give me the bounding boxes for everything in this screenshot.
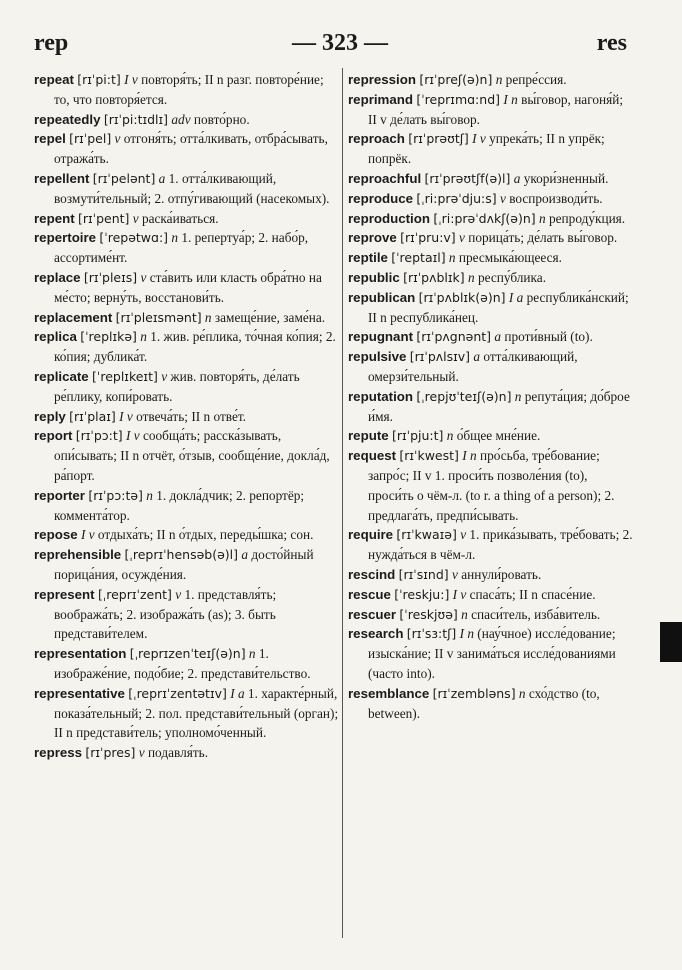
dictionary-entry: [34, 486, 339, 526]
dictionary-entry: [348, 129, 635, 169]
pronunciation: [rɪˈsɪnd]: [398, 566, 449, 582]
headword: repression: [348, 72, 416, 87]
definition: подавля́ть.: [147, 745, 209, 761]
part-of-speech: v: [499, 190, 506, 206]
definition: раска́иваться.: [141, 210, 219, 226]
headword: repute: [348, 428, 389, 444]
part-of-speech: v: [132, 210, 139, 226]
part-of-speech: I v: [119, 408, 133, 424]
dictionary-entry: [348, 624, 635, 683]
dictionary-entry: [348, 228, 635, 248]
headword: repose: [34, 527, 78, 543]
definition: укори́зненный.: [523, 170, 609, 186]
dictionary-entry: [348, 209, 635, 229]
part-of-speech: I v: [125, 428, 140, 444]
headword: repeat: [34, 72, 74, 87]
dictionary-entry: [34, 209, 339, 229]
dictionary-entry: [348, 565, 635, 585]
dictionary-entry: [348, 70, 635, 90]
definition: репре́ссия.: [505, 72, 567, 87]
definition: республика́нский; II n республика́нец.: [368, 289, 629, 325]
part-of-speech: n: [171, 230, 179, 246]
definition: порица́ть; де́лать вы́говор.: [468, 230, 618, 246]
headword: reprehensible: [34, 547, 122, 563]
pronunciation: [rɪˈpleɪsmənt]: [115, 309, 202, 325]
dictionary-entry: [34, 545, 339, 585]
headword: require: [348, 527, 394, 543]
headword: reputation: [348, 388, 414, 404]
headword: repugnant: [348, 329, 414, 345]
dictionary-entry: [348, 387, 635, 427]
pronunciation: [ˌri:prəˈdʌkʃ(ə)n]: [433, 210, 536, 226]
part-of-speech: a: [158, 170, 166, 186]
headword: repel: [34, 131, 66, 147]
definition: репута́ция; до́брое и́мя.: [368, 388, 630, 424]
part-of-speech: n: [495, 72, 503, 87]
dictionary-entry: [348, 525, 635, 565]
dictionary-entry: [348, 605, 635, 625]
pronunciation: [ˌrepjʊˈteɪʃ(ə)n]: [416, 388, 512, 404]
page-number: — 323 —: [292, 30, 388, 56]
part-of-speech: v: [451, 566, 458, 582]
definition: спаса́ть; II n спасе́ние.: [469, 586, 596, 602]
headword: resemblance: [348, 685, 430, 701]
definition: отдыха́ть; II n о́тдых, переды́шка; сон.: [97, 527, 314, 543]
headword: reptile: [348, 250, 388, 266]
definition: аннули́ровать.: [461, 566, 542, 582]
pronunciation: [rɪˈpreʃ(ə)n]: [419, 72, 493, 87]
dictionary-entry: [348, 169, 635, 189]
pronunciation: [ˌreprɪzenˈteɪʃ(ə)n]: [129, 646, 246, 662]
headword: repeatedly: [34, 111, 101, 127]
part-of-speech: v: [161, 368, 168, 384]
part-of-speech: v: [460, 527, 467, 543]
definition: 1. представля́ть; вообража́ть; 2. изобража́ть (as); 3. быть представи́телем.: [54, 586, 277, 642]
headword: rescue: [348, 586, 391, 602]
thumb-index-tab: [660, 622, 682, 662]
definition: вы́говор, нагоня́й; II v де́лать вы́говор.: [368, 91, 624, 127]
dictionary-entry: [348, 288, 635, 328]
dictionary-entry: [348, 347, 635, 387]
dictionary-entry: [34, 129, 339, 169]
headword: rescind: [348, 566, 396, 582]
part-of-speech: I v: [124, 72, 138, 87]
dictionary-entry: [34, 684, 339, 743]
definition: репроду́кция.: [549, 210, 626, 226]
pronunciation: [rɪˈpel]: [69, 131, 112, 147]
dictionary-entry: [34, 308, 339, 328]
part-of-speech: n: [204, 309, 212, 325]
pronunciation: [rɪˈpʌblɪk(ə)n]: [418, 289, 506, 305]
part-of-speech: I v: [472, 131, 486, 147]
part-of-speech: n: [446, 428, 454, 444]
dictionary-entry: [348, 426, 635, 446]
pronunciation: [ˈreplɪkə]: [80, 329, 137, 345]
headword: repulsive: [348, 349, 407, 365]
headword: reprove: [348, 230, 397, 246]
headword: replacement: [34, 309, 113, 325]
headword: representation: [34, 646, 127, 662]
part-of-speech: n: [146, 487, 153, 503]
headword: replica: [34, 329, 77, 345]
definition: 1. жив. ре́плика, то́чная ко́пия; 2. ко́пия; дублика́т.: [54, 329, 336, 365]
headword: report: [34, 428, 73, 444]
definition: о́бщее мне́ние.: [456, 428, 541, 444]
headword: representative: [34, 685, 125, 701]
headword: represent: [34, 586, 95, 602]
pronunciation: [ˌreprɪˈzent]: [97, 586, 172, 602]
part-of-speech: I a: [508, 289, 524, 305]
page-header: [0, 0, 682, 62]
pronunciation: [rɪˈpleɪs]: [83, 269, 138, 285]
headword: replicate: [34, 368, 89, 384]
part-of-speech: n: [248, 646, 256, 662]
headword: reprimand: [348, 91, 414, 107]
headword: repellent: [34, 170, 90, 186]
part-of-speech: n: [539, 210, 546, 226]
definition: замеще́ние, заме́на.: [214, 309, 326, 325]
part-of-speech: v: [114, 131, 121, 147]
dictionary-entry: [348, 189, 635, 209]
dictionary-entry: [34, 70, 339, 110]
dictionary-entry: [34, 110, 339, 130]
headword: rescuer: [348, 606, 397, 622]
guide-word-right: res: [596, 30, 627, 56]
pronunciation: [rɪˈpres]: [85, 745, 136, 761]
definition: проти́вный (to).: [504, 329, 593, 345]
right-column: [348, 70, 635, 723]
headword: repress: [34, 745, 83, 761]
part-of-speech: a: [494, 329, 502, 345]
part-of-speech: I v: [80, 527, 95, 543]
definition: отта́лкивающий, омерзи́тельный.: [368, 349, 578, 384]
pronunciation: [ˈreptaɪl]: [391, 250, 446, 266]
definition: 1. репертуа́р; 2. набо́р, ассортиме́нт.: [54, 230, 309, 266]
part-of-speech: v: [138, 745, 145, 761]
part-of-speech: n: [140, 329, 147, 345]
dictionary-entry: [34, 228, 339, 268]
dictionary-entry: [34, 525, 339, 545]
pronunciation: [rɪˈplaɪ]: [69, 408, 116, 424]
pronunciation: [rɪˈpʌblɪk]: [403, 269, 465, 285]
pronunciation: [rɪˈpru:v]: [400, 230, 456, 246]
pronunciation: [rɪˈpju:t]: [391, 428, 444, 444]
pronunciation: [ˌreprɪˈhensəb(ə)l]: [124, 547, 239, 563]
headword: reproach: [348, 131, 405, 147]
left-column: [34, 70, 339, 763]
definition: 1. прика́зывать, тре́бовать; 2. нужда́ться в чём-л.: [368, 527, 633, 563]
dictionary-entry: [348, 446, 635, 525]
pronunciation: [ˈreskjʊə]: [399, 606, 458, 622]
definition: повторя́ть; II: [141, 72, 214, 87]
definition: сообща́ть; расска́зывать, опи́сывать; II n отчёт, о́тзыв, сообще́ние, докла́д, ра́порт.: [54, 428, 330, 483]
part-of-speech: I n: [459, 626, 474, 642]
definition: респу́блика.: [477, 269, 547, 285]
dictionary-entry: [348, 248, 635, 268]
dictionary-entry: [34, 644, 339, 684]
pronunciation: [ˈreskju:]: [394, 586, 450, 602]
part-of-speech: n: [468, 269, 475, 285]
pronunciation: [rɪˈprəʊtʃf(ə)l]: [424, 170, 511, 186]
part-of-speech: I v: [452, 586, 467, 602]
pronunciation: [rɪˈprəʊtʃ]: [408, 131, 469, 147]
definition-continued: n разг. повторе́ние; то, что повторя́ется.: [54, 72, 324, 107]
dictionary-entry: [34, 367, 339, 407]
part-of-speech: adv: [171, 111, 191, 127]
pronunciation: [rɪˈpɔ:tə]: [88, 487, 143, 503]
dictionary-entry: [34, 426, 339, 485]
pronunciation: [rɪˈzembləns]: [432, 685, 516, 701]
pronunciation: [ˌri:prəˈdju:s]: [416, 190, 497, 206]
pronunciation: [rɪˈpi:t]: [77, 72, 121, 87]
dictionary-entry: [348, 327, 635, 347]
headword: reproduction: [348, 210, 430, 226]
headword: replace: [34, 269, 81, 285]
column-divider: [342, 68, 343, 938]
dictionary-entry: [348, 585, 635, 605]
definition: повто́рно.: [193, 111, 250, 127]
pronunciation: [rɪˈpent]: [77, 210, 130, 226]
part-of-speech: v: [175, 586, 182, 602]
definition: ста́вить или класть обра́тно на ме́сто; верну́ть, восстанови́ть.: [54, 269, 322, 305]
part-of-speech: n: [514, 388, 522, 404]
definition: пресмыка́ющееся.: [458, 250, 562, 266]
dictionary-entry: [34, 169, 339, 209]
part-of-speech: n: [461, 606, 468, 622]
pronunciation: [ˈreplɪkeɪt]: [92, 368, 158, 384]
pronunciation: [rɪˈsɜ:tʃ]: [406, 626, 457, 642]
part-of-speech: a: [513, 170, 521, 186]
pronunciation: [rɪˈpelənt]: [92, 170, 156, 186]
pronunciation: [rɪˈpʌgnənt]: [416, 329, 492, 345]
pronunciation: [ˌreprɪˈzentətɪv]: [128, 685, 227, 701]
headword: reproachful: [348, 170, 422, 186]
definition: 1. отта́лкивающий, возмути́тельный; 2. отпу́гивающий (насекомых).: [54, 170, 330, 206]
headword: repent: [34, 210, 75, 226]
dictionary-entry: [34, 268, 339, 308]
definition: отвеча́ть; II n отве́т.: [136, 408, 246, 424]
part-of-speech: a: [473, 349, 481, 365]
definition: воспроизводи́ть.: [509, 190, 603, 206]
dictionary-entry: [348, 90, 635, 130]
headword: research: [348, 626, 404, 642]
definition: про́сьба, тре́бование; запро́с; II v 1. проси́ть позволе́ния (to), проси́ть о чём-л. (to r. a thing of a person); 2. предлага́ть, предпи́сывать.: [368, 448, 615, 523]
headword: reproduce: [348, 190, 414, 206]
pronunciation: [rɪˈpi:tɪdlɪ]: [103, 111, 169, 127]
pronunciation: [ˈrepətwɑ:]: [99, 230, 169, 246]
headword: reporter: [34, 487, 85, 503]
definition: 1. докла́дчик; 2. репортёр; коммента́тор.: [54, 487, 305, 523]
definition: досто́йный порица́ния, осужде́ния.: [54, 547, 314, 582]
part-of-speech: I n: [462, 448, 477, 464]
pronunciation: [ˈreprɪmɑ:nd]: [416, 91, 501, 107]
headword: repertoire: [34, 230, 97, 246]
definition: (нау́чное) иссле́дование; изыска́ние; II v занима́ться иссле́дованиями (часто into).: [368, 626, 616, 681]
dictionary-entry: [34, 585, 339, 644]
headword: republic: [348, 269, 400, 285]
part-of-speech: n: [448, 250, 456, 266]
headword: request: [348, 448, 397, 464]
headword: reply: [34, 408, 66, 424]
part-of-speech: v: [140, 269, 147, 285]
dictionary-entry: [34, 407, 339, 427]
dictionary-entry: [34, 327, 339, 367]
pronunciation: [rɪˈkwest]: [399, 448, 459, 464]
part-of-speech: n: [518, 685, 526, 701]
dictionary-entry: [348, 684, 635, 724]
dictionary-entry: [34, 743, 339, 763]
definition: отгоня́ть; отта́лкивать, отбра́сывать, отража́ть.: [54, 131, 328, 167]
part-of-speech: I a: [230, 685, 245, 701]
pronunciation: [rɪˈpɔ:t]: [75, 428, 123, 444]
headword: republican: [348, 289, 416, 305]
definition: 1. характе́рный, показа́тельный; 2. пол. представи́тельный (орган); II n представи́тель; уполномо́ченный.: [54, 685, 339, 741]
part-of-speech: I n: [503, 91, 518, 107]
definition: спаси́тель, изба́витель.: [471, 606, 601, 622]
guide-word-left: rep: [34, 30, 69, 56]
dictionary-entry: [348, 268, 635, 288]
part-of-speech: v: [459, 230, 465, 246]
definition: упрека́ть; II n упрёк; попрёк.: [368, 131, 605, 167]
part-of-speech: a: [241, 547, 249, 563]
definition: схо́дство (to, between).: [368, 685, 600, 721]
definition: жив. повторя́ть, де́лать ре́плику, копи́ровать.: [54, 368, 300, 404]
definition: 1. изображе́ние, подо́бие; 2. представи́тельство.: [54, 646, 311, 681]
pronunciation: [rɪˈkwaɪə]: [396, 527, 457, 543]
pronunciation: [rɪˈpʌlsɪv]: [409, 349, 471, 365]
